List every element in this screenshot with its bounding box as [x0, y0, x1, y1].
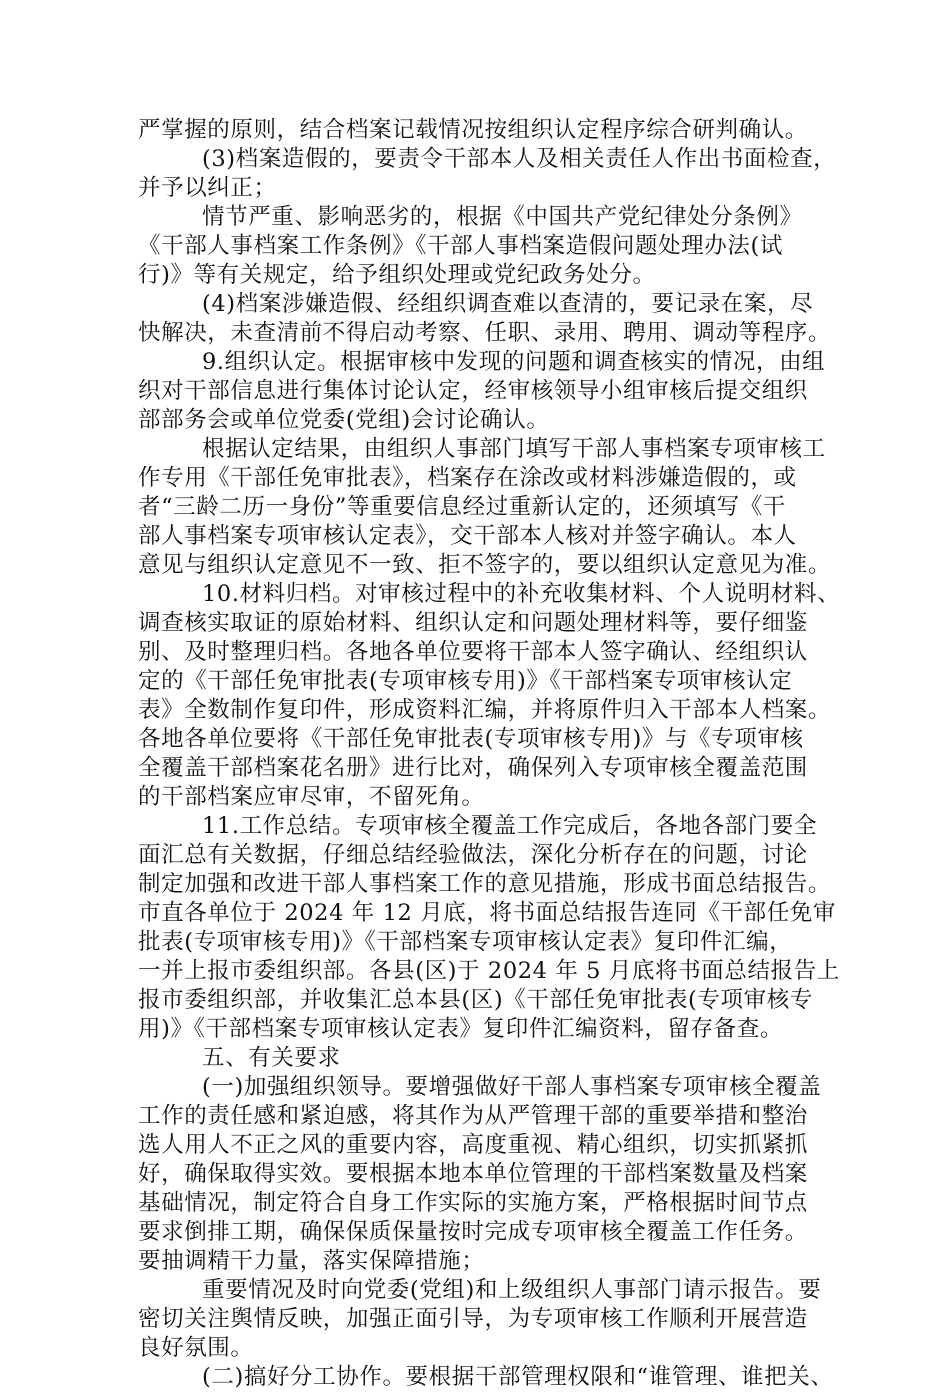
text-line: 重要情况及时向党委(党组)和上级组织人事部门请示报告。要	[202, 1277, 822, 1303]
text-line: 选人用人不正之风的重要内容，高度重视、精心组织，切实抓紧抓	[138, 1132, 808, 1158]
text-line: 根据认定结果，由组织人事部门填写干部人事档案专项审核工	[202, 436, 826, 462]
text-line: (3)档案造假的，要责令干部本人及相关责任人作出书面检查，	[202, 146, 837, 172]
document-page	[138, 116, 841, 1392]
text-line: 基础情况，制定符合自身工作实际的实施方案，严格根据时间节点	[138, 1190, 808, 1216]
text-line: 9.组织认定。根据审核中发现的问题和调查核实的情况，由组	[202, 349, 826, 375]
text-line: 全覆盖干部档案花名册》进行比对，确保列入专项审核全覆盖范围	[138, 755, 808, 781]
text-line: 要求倒排工期，确保保质保量按时完成专项审核全覆盖工作任务。	[138, 1219, 808, 1245]
text-line: 严掌握的原则，结合档案记载情况按组织认定程序综合研判确认。	[138, 117, 808, 143]
text-line: 用)》《干部档案专项审核认定表》复印件汇编资料，留存备查。	[138, 1016, 783, 1042]
text-line: 并予以纠正；	[138, 175, 277, 201]
text-line: 要抽调精干力量，落实保障措施；	[138, 1248, 485, 1274]
text-line: 者“三龄二历一身份”等重要信息经过重新认定的，还须填写《干	[138, 494, 786, 520]
text-line: 部部务会或单位党委(党组)会讨论确认。	[138, 407, 550, 433]
text-line: 密切关注舆情反映，加强正面引导，为专项审核工作顺利开展营造	[138, 1306, 808, 1332]
text-line: 《干部人事档案工作条例》《干部人事档案造假问题处理办法(试	[138, 233, 783, 259]
text-line: 情节严重、影响恶劣的，根据《中国共产党纪律处分条例》	[202, 204, 803, 230]
text-line: 11.工作总结。专项审核全覆盖工作完成后，各地各部门要全	[202, 813, 818, 839]
text-line: 工作的责任感和紧迫感，将其作为从严管理干部的重要举措和整治	[138, 1103, 808, 1129]
text-line: 的干部档案应审尽审，不留死角。	[138, 784, 485, 810]
text-line: 调查核实取证的原始材料、组织认定和问题处理材料等，要仔细鉴	[138, 610, 808, 636]
text-line: 行)》等有关规定，给予组织处理或党纪政务处分。	[138, 262, 656, 288]
text-line: 表》全数制作复印件，形成资料汇编，并将原件归入干部本人档案。	[138, 697, 832, 723]
text-line: 面汇总有关数据，仔细总结经验做法，深化分析存在的问题，讨论	[138, 842, 808, 868]
text-line: (二)搞好分工协作。要根据干部管理权限和“谁管理、谁把关、	[202, 1364, 834, 1390]
text-line: 作专用《干部任免审批表》，档案存在涂改或材料涉嫌造假的，或	[138, 465, 797, 491]
text-line: 织对干部信息进行集体讨论认定，经审核领导小组审核后提交组织	[138, 378, 808, 404]
text-line: 好，确保取得实效。要根据本地本单位管理的干部档案数量及档案	[138, 1161, 808, 1187]
text-line: 一并上报市委组织部。各县(区)于 2024 年 5 月底将书面总结报告上	[138, 958, 840, 984]
text-line: 市直各单位于 2024 年 12 月底，将书面总结报告连同《干部任免审	[138, 900, 837, 926]
text-line: 意见与组织认定意见不一致、拒不签字的，要以组织认定意见为准。	[138, 552, 832, 578]
text-line: (4)档案涉嫌造假、经组织调查难以查清的，要记录在案，尽	[202, 291, 814, 317]
text-line: 各地各单位要将《干部任免审批表(专项审核专用)》与《专项审核	[138, 726, 804, 752]
text-line: 五、有关要求	[202, 1045, 341, 1071]
text-line: 快解决，未查清前不得启动考察、任职、录用、聘用、调动等程序。	[138, 320, 832, 346]
text-line: 部人事档案专项审核认定表》，交干部本人核对并签字确认。本人	[138, 523, 797, 549]
text-line: (一)加强组织领导。要增强做好干部人事档案专项审核全覆盖	[202, 1074, 822, 1100]
text-line: 别、及时整理归档。各地各单位要将干部本人签字确认、经组织认	[138, 639, 808, 665]
text-line: 10.材料归档。对审核过程中的补充收集材料、个人说明材料、	[202, 581, 841, 607]
text-line: 报市委组织部，并收集汇总本县(区)《干部任免审批表(专项审核专	[138, 987, 813, 1013]
text-line: 良好氛围。	[138, 1335, 254, 1361]
text-line: 定的《干部任免审批表(专项审核专用)》《干部档案专项审核认定	[138, 668, 793, 694]
text-line: 制定加强和改进干部人事档案工作的意见措施，形成书面总结报告。	[138, 871, 832, 897]
text-line: 批表(专项审核专用)》《干部档案专项审核认定表》复印件汇编，	[138, 929, 793, 955]
